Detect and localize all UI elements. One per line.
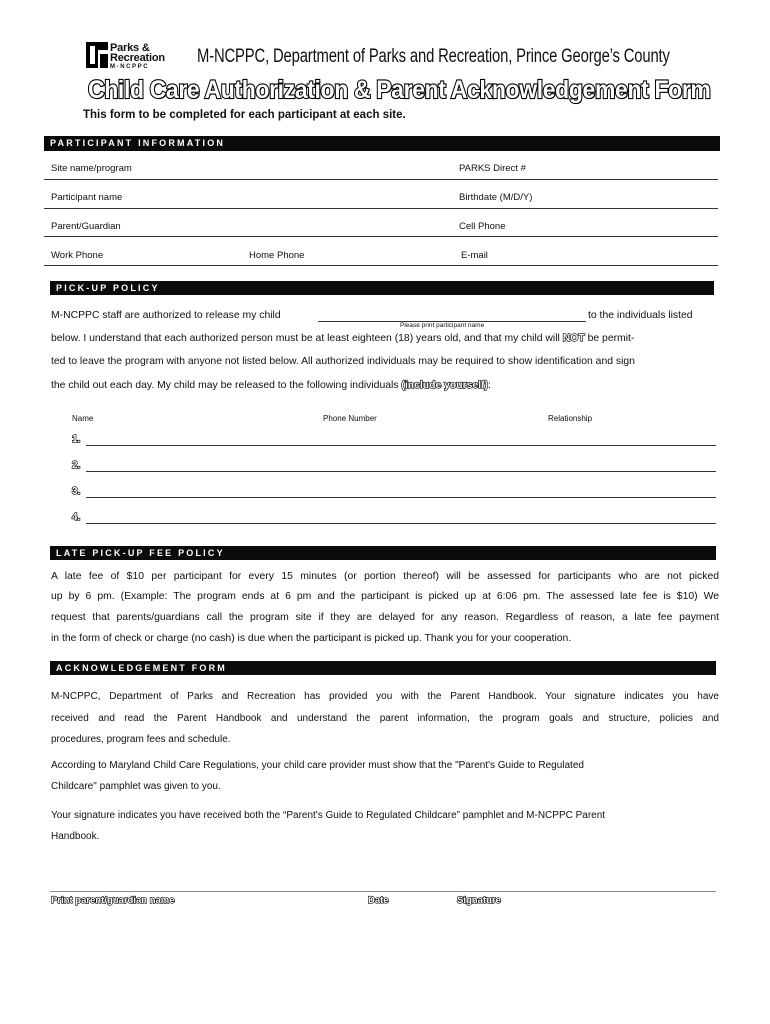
ack-p3-line-1: Your signature indicates you have received both the “Parent's Guide to Regulated Childcare” pamphlet and M-NCPPC Parent [51,810,606,821]
date-label: Date [368,895,389,906]
include-yourself-emphasis: (include yourself) [401,380,489,391]
late-fee-line-4: in the form of check or charge (no cash) is due when the participant is picked up. Thank you for your cooperation. [51,633,572,644]
ack-p3-line-2: Handbook. [51,831,100,842]
col-relationship-header: Relationship [548,414,593,423]
col-phone-header: Phone Number [323,414,377,423]
ack-p2-line-2: Childcare" pamphlet was given to you. [51,781,221,792]
late-fee-line-1: A late fee of $10 per participant for every 15 minutes (or portion thereof) will be assessed for participants who are not picked [51,571,719,582]
pickup-line-1-text-b: to the individuals listed [588,310,693,321]
form-subtitle: This form to be completed for each participant at each site. [83,109,406,121]
print-name-note: Please print participant name [400,322,485,329]
pickup-section-header [50,281,714,295]
pickup-line-2-text-b: be permit- [587,333,635,344]
pickup-line-1-text-a: M-NCPPC staff are authorized to release my child [51,310,281,321]
authorized-row-4-number: 4. [72,512,81,523]
participant-section-header [44,136,720,151]
pickup-line-4 [51,375,719,396]
col-name-header: Name [72,414,94,423]
authorized-row-3-number: 3. [72,486,81,497]
parks-recreation-logo [86,42,182,72]
pickup-line-4-text-a: the child out each day. My child may be released to the following individuals [51,380,399,391]
logo-text-line1: Parks & [110,42,150,54]
site-program-field[interactable] [44,179,718,180]
work-phone-label: Work Phone [51,250,104,261]
ack-p1-line-2: received and read the Parent Handbook and understand the parent information, the program goals and structure, policies and [51,713,719,724]
ack-p1-line-3: procedures, program fees and schedule. [51,734,231,745]
logo-text-line2: Recreation [110,52,165,64]
ack-p1-line-1: M-NCPPC, Department of Parks and Recreation has provided you with the Parent Handbook. Your signature indicates you have [51,691,719,702]
ack-p2-line-1: According to Maryland Child Care Regulations, your child care provider must show that the "Parent's Guide to Regulated [51,760,584,771]
birthdate-label: Birthdate (M/D/Y) [459,192,533,203]
parent-guardian-label: Parent/Guardian [51,221,121,232]
pickup-line-2-text-a: below. I understand that each authorized person must be at least eighteen (18) years old, and that my child will [51,333,560,344]
authorized-row-4-field[interactable] [86,523,716,524]
signature-line[interactable] [50,891,716,892]
cell-phone-label: Cell Phone [459,221,506,232]
parent-guardian-field[interactable] [44,236,718,237]
acknowledgement-section-title: ACKNOWLEDGEMENT FORM [56,663,227,673]
authorized-row-1-field[interactable] [86,445,716,446]
pickup-section-title: PICK-UP POLICY [56,283,160,293]
print-name-label: Print parent/guardian name [51,895,175,906]
participant-section-title: PARTICIPANT INFORMATION [50,138,226,148]
authorized-row-1-number: 1. [72,434,81,445]
authorized-row-2-field[interactable] [86,471,716,472]
authorized-row-3-field[interactable] [86,497,716,498]
pickup-line-3: ted to leave the program with anyone not listed below. All authorized individuals may be required to show identification and sign [51,356,635,367]
participant-name-label: Participant name [51,192,123,203]
agency-name: M-NCPPC, Department of Parks and Recreation, Prince George’s County [197,46,670,67]
parks-direct-label: PARKS Direct # [459,163,526,174]
phone-email-field[interactable] [44,265,718,266]
logo-text-line3: M-NCPPC [110,64,150,70]
signature-label: Signature [457,895,501,906]
acknowledgement-section-header [50,661,716,675]
logo-mark-icon [86,42,108,68]
late-fee-line-2: up by 6 pm. (Example: The program ends at 6 pm and the participant is picked up at 6:06 pm. The assessed late fee is $10) We [51,591,719,602]
site-program-label: Site name/program [51,163,132,174]
email-label: E-mail [461,250,488,261]
authorized-row-2-number: 2. [72,460,81,471]
form-title: Child Care Authorization & Parent Acknowledgement Form [88,76,711,104]
pickup-not-emphasis: NOT [562,333,585,344]
late-fee-section-title: LATE PICK-UP FEE POLICY [56,548,225,558]
pickup-line-4-colon: : [488,380,491,391]
pickup-line-1-end [588,305,728,326]
late-fee-line-3: request that parents/guardians call the program site if they are delayed for any reason. Regardless of reason, a late fee payment [51,612,719,623]
home-phone-label: Home Phone [249,250,305,261]
participant-name-field[interactable] [44,208,718,209]
late-fee-section-header [50,546,716,560]
pickup-line-2 [51,328,719,349]
